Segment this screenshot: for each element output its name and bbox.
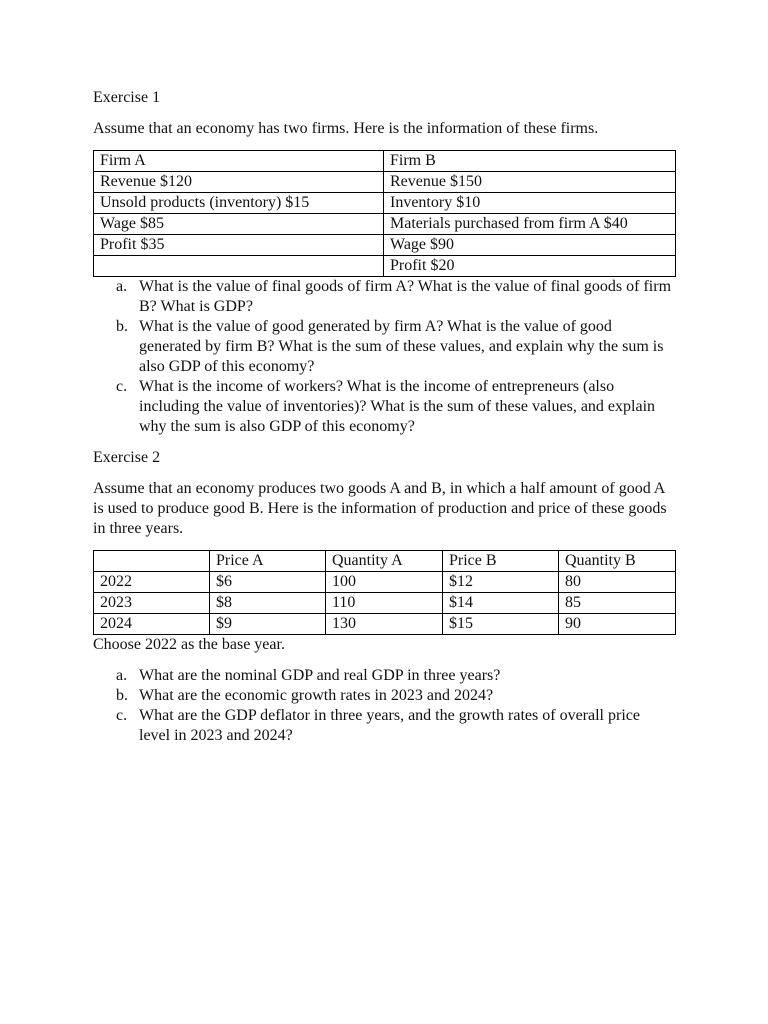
exercise2-questions bbox=[93, 666, 675, 746]
table-row bbox=[94, 193, 676, 214]
table-cell: Profit $20 bbox=[384, 256, 676, 277]
list-marker: c. bbox=[116, 707, 128, 724]
table-cell: Wage $90 bbox=[384, 235, 676, 256]
table-cell: 110 bbox=[326, 593, 443, 614]
table-row bbox=[94, 235, 676, 256]
question-text: What is the income of workers? What is the income of entrepreneurs (also including the value of inventories)? What is the sum of these values, and explain why the sum is also GDP of this economy? bbox=[139, 378, 656, 435]
list-marker: b. bbox=[116, 318, 128, 335]
list-marker: a. bbox=[116, 667, 128, 684]
table-cell: $8 bbox=[210, 593, 326, 614]
question-text: What is the value of final goods of firm A? What is the value of final goods of firm B? What is GDP? bbox=[139, 278, 672, 315]
question-text: What are the GDP deflator in three years, and the growth rates of overall price level in 2023 and 2024? bbox=[139, 707, 640, 744]
table-row bbox=[94, 614, 676, 635]
table-cell: Wage $85 bbox=[94, 214, 384, 235]
table-cell: 2023 bbox=[94, 593, 210, 614]
table-cell: Firm A bbox=[94, 151, 384, 172]
list-item bbox=[93, 377, 675, 437]
list-item bbox=[93, 706, 675, 746]
table-header-row bbox=[94, 551, 676, 572]
table-cell: Revenue $150 bbox=[384, 172, 676, 193]
list-marker: b. bbox=[116, 687, 128, 704]
exercise1-questions bbox=[93, 277, 675, 437]
table-cell: $15 bbox=[443, 614, 559, 635]
table-cell: 130 bbox=[326, 614, 443, 635]
table-header-cell bbox=[94, 551, 210, 572]
list-item bbox=[93, 277, 675, 317]
production-table bbox=[93, 550, 676, 635]
table-header-cell: Price B bbox=[443, 551, 559, 572]
table-cell: Firm B bbox=[384, 151, 676, 172]
table-cell: 100 bbox=[326, 572, 443, 593]
table-row bbox=[94, 151, 676, 172]
list-item bbox=[93, 666, 675, 686]
exercise2-intro: Assume that an economy produces two goods A and B, in which a half amount of good A is used to produce good B. Here is the information of production and price of these goods in three years. bbox=[93, 480, 667, 537]
table-row bbox=[94, 214, 676, 235]
table-row bbox=[94, 572, 676, 593]
list-marker: a. bbox=[116, 278, 128, 295]
table-header-cell: Quantity B bbox=[559, 551, 676, 572]
exercise1-heading: Exercise 1 bbox=[93, 89, 161, 106]
list-item bbox=[93, 317, 675, 377]
firms-table bbox=[93, 150, 676, 277]
question-text: What is the value of good generated by firm A? What is the value of good generated by firm B? What is the sum of these values, and explain why the sum is also GDP of this economy? bbox=[139, 318, 664, 375]
table-cell: 90 bbox=[559, 614, 676, 635]
list-marker: c. bbox=[116, 378, 128, 395]
table-cell: $14 bbox=[443, 593, 559, 614]
question-text: What are the nominal GDP and real GDP in three years? bbox=[139, 667, 501, 684]
exercise1-intro: Assume that an economy has two firms. Here is the information of these firms. bbox=[93, 120, 599, 137]
table-row bbox=[94, 593, 676, 614]
table-cell: Revenue $120 bbox=[94, 172, 384, 193]
table-header-cell: Quantity A bbox=[326, 551, 443, 572]
table-row bbox=[94, 172, 676, 193]
table-cell: 2024 bbox=[94, 614, 210, 635]
table-cell: $12 bbox=[443, 572, 559, 593]
table-cell: Unsold products (inventory) $15 bbox=[94, 193, 384, 214]
list-item bbox=[93, 686, 675, 706]
table-cell: $9 bbox=[210, 614, 326, 635]
table-row bbox=[94, 256, 676, 277]
table-cell: 2022 bbox=[94, 572, 210, 593]
table-cell bbox=[94, 256, 384, 277]
document-page bbox=[93, 88, 675, 746]
table-cell: Materials purchased from firm A $40 bbox=[384, 214, 676, 235]
table-cell: Inventory $10 bbox=[384, 193, 676, 214]
question-text: What are the economic growth rates in 2023 and 2024? bbox=[139, 687, 494, 704]
table-cell: 85 bbox=[559, 593, 676, 614]
table-cell: $6 bbox=[210, 572, 326, 593]
exercise2-heading: Exercise 2 bbox=[93, 449, 161, 466]
table-cell: 80 bbox=[559, 572, 676, 593]
table-header-cell: Price A bbox=[210, 551, 326, 572]
table-cell: Profit $35 bbox=[94, 235, 384, 256]
base-year-note: Choose 2022 as the base year. bbox=[93, 636, 285, 653]
